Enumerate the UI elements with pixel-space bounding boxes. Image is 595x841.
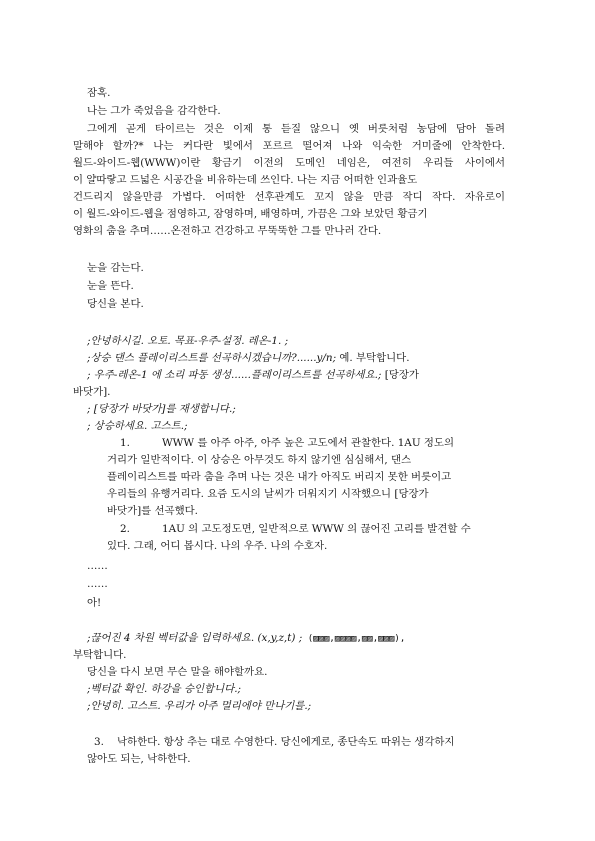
dialog-prompt: ; 우주-레온-1 에 소리 파동 생성......플레이리스트를 선곡하세요.; bbox=[87, 369, 382, 381]
dialog-line: 당신을 다시 보면 무슨 말을 해야할까요. bbox=[87, 666, 268, 678]
dialog-prompt: ;끊어진 4 차원 벡터값을 입력하세요. (x,y,z,t) ; bbox=[87, 632, 303, 644]
list-line: 않아도 되는, 낙하한다. bbox=[87, 753, 191, 765]
list-number: 3. bbox=[94, 736, 104, 748]
ellipsis-line: …… bbox=[87, 578, 108, 590]
dialog-line: ; 상승하세요. 고스트.; bbox=[87, 420, 188, 432]
dialog-line bbox=[87, 630, 405, 648]
list-line: 플레이리스트를 따라 춤을 추며 나는 것은 내가 아직도 버리지 못한 버릇이고 bbox=[107, 471, 452, 483]
dialog-line: ;벡터값 확인. 하강을 승인합니다.; bbox=[87, 683, 242, 695]
intro-line: 건드리지 않을만큼 가볍다. 어떠한 선후관계도 꼬지 않을 만큼 작디 작다. 자유로이 bbox=[73, 191, 505, 203]
list-number: 2. bbox=[120, 523, 130, 535]
dialog-line: ; [당장가 바닷가]를 재생합니다.; bbox=[87, 403, 236, 415]
dialog-line: ;안녕히. 고스트. 우리가 아주 멀리에야 만나기를.; bbox=[87, 700, 312, 712]
dialog-line: ;안녕하시길. 오토. 목표-우주-설정. 레온-1. ; bbox=[87, 335, 289, 347]
eyes-line: 눈을 뜬다. bbox=[87, 280, 134, 292]
list-line: 바닷가]를 선곡했다. bbox=[107, 505, 198, 517]
intro-line: 말해야 할까?* 나는 커다란 빛에서 포르르 떨어져 나와 익숙한 거미줄에 안착한다. bbox=[73, 140, 505, 152]
list-line: WWW 를 아주 아주, 아주 높은 고도에서 관찰한다. 1AU 정도의 bbox=[162, 437, 454, 449]
dialog-line: 부탁합니다. bbox=[73, 649, 127, 661]
dialog-reply: [당장가 bbox=[381, 369, 419, 381]
intro-line: 영화의 춤을 추며……온전하고 건강하고 무뚝뚝한 그를 만나러 간다. bbox=[73, 225, 382, 237]
dialog-line: 바닷가]. bbox=[73, 386, 111, 398]
intro-line: 이 월드-와이드-웹을 점영하고, 잠영하며, 배영하며, 가끔은 그와 보았던 황금기 bbox=[73, 208, 428, 220]
dialog-reply: 예. 부탁합니다. bbox=[336, 352, 410, 364]
list-line: 거리가 일반적이다. 이 상승은 아무것도 하지 않기엔 심심해서, 댄스 bbox=[107, 454, 412, 466]
list-line: 우리들의 유행거리다. 요즘 도시의 날씨가 더워지기 시작했으니 [당장가 bbox=[107, 488, 429, 500]
list-line: 있다. 그래, 어디 봅시다. 나의 우주. 나의 수호자. bbox=[107, 540, 328, 552]
intro-line: 월드-와이드-웹(WWW)이란 황금기 이전의 도메인 네임은, 여전히 우리들 사이에서 bbox=[73, 157, 505, 169]
ellipsis-line: …… bbox=[87, 560, 108, 572]
intro-heading: 잠혹. bbox=[87, 87, 111, 99]
intro-line: 이 얄따랗고 드넓은 시공간을 비유하는데 쓰인다. 나는 지금 어떠한 인과율도 bbox=[73, 174, 418, 186]
eyes-line: 당신을 본다. bbox=[87, 298, 144, 310]
list-number: 1. bbox=[120, 437, 130, 449]
intro-line: 나는 그가 죽었음을 감각한다. bbox=[87, 105, 221, 117]
eyes-line: 눈을 감는다. bbox=[87, 262, 144, 274]
exclaim-line: 아! bbox=[87, 597, 102, 609]
list-line: 1AU 의 고도정도면, 일반적으로 WWW 의 끊어진 고리를 발견할 수 bbox=[162, 523, 471, 535]
dialog-line bbox=[87, 350, 410, 367]
intro-line: 그에게 곧게 타이르는 것은 이제 통 듣질 않으니 옛 버릇처럼 농담에 담아 돌려 bbox=[87, 123, 505, 135]
redacted-vector: (▨▨▨,▨▨▨▨,▨▨,▨▨▨), bbox=[302, 634, 406, 644]
dialog-line bbox=[87, 367, 419, 384]
dialog-prompt: ;상승 댄스 플레이리스트를 선곡하시겠습니까?......y/n; bbox=[87, 352, 337, 364]
list-line: 낙하한다. 항상 추는 대로 수영한다. 당신에게로, 종단속도 따위는 생각하지 bbox=[117, 736, 455, 748]
